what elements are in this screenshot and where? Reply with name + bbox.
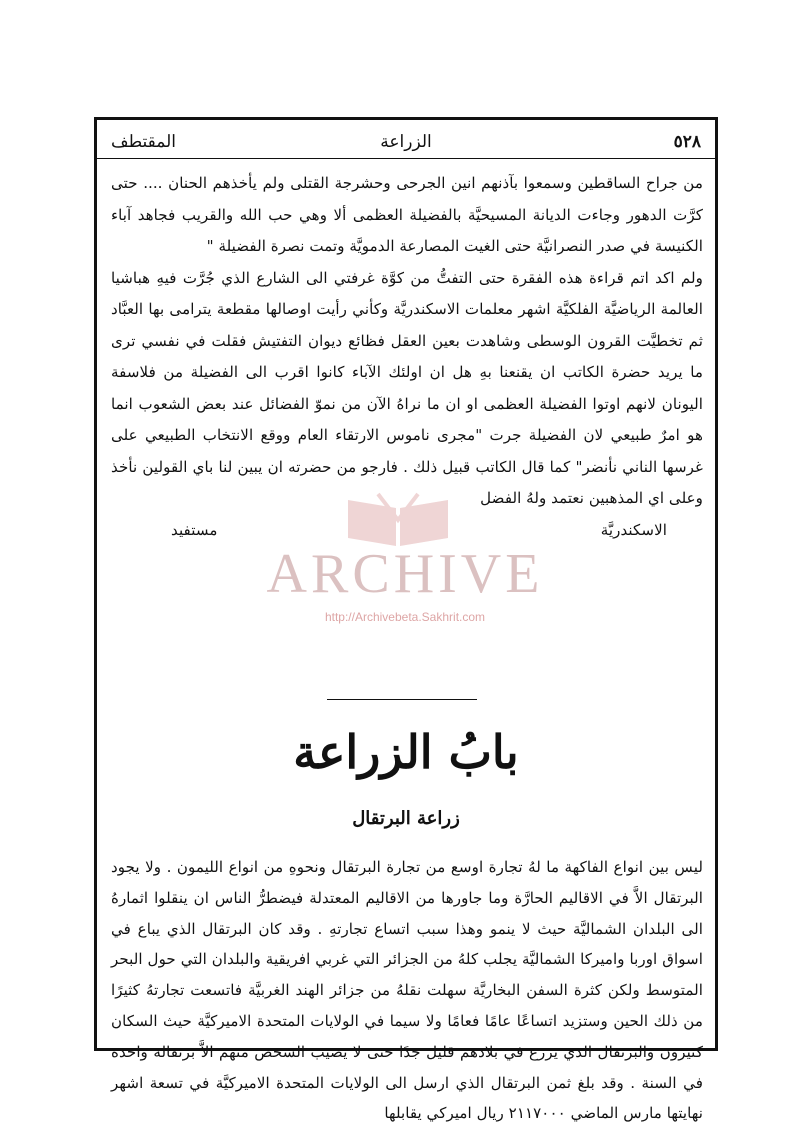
article-body xyxy=(111,852,703,1129)
running-header xyxy=(97,126,715,159)
page-number: ٥٢٨ xyxy=(673,132,701,152)
section-title: الزراعة xyxy=(380,132,432,152)
watermark-url: http://Archivebeta.Sakhrit.com xyxy=(324,610,486,624)
article-title: زراعة البرتقال xyxy=(352,808,460,829)
journal-name: المقتطف xyxy=(111,132,177,152)
letter-paragraph: من جراح الساقطين وسمعوا بآذنهم انين الجرحى وحشرجة القتلى ولم يأخذهم الحنان .... حتى كرَّت الدهور وجاءت الديانة المسيحيَّة بالفضيلة العظمى ألا وهي حب الله والقريب فجاهد آباء الكنيسة في صدر النصرانيَّة حتى الغيت المصارعة الدمويَّة وتمت نصرة الفضيلة " xyxy=(111,174,703,255)
letter-paragraph: ولم اكد اتم قراءة هذه الفقرة حتى التفتُّ من كوَّة غرفتي الى الشارع الذي جُرَّت فيهِ هباشيا العالمة الرياضيَّة الفلكيَّة اشهر معلمات الاسكندريَّة وكأني رأيت اوصالها مقطعة يترامى بها العبَّاد ثم تخطيَّت القرون الوسطى وشاهدت بعين العقل فظائع ديوان التفتيش فقلت في نفسي ترى ما يريد حضرة الكاتب ان يقنعنا بهِ هل ان اولئك الآباء كانوا اقرب الى الفضيلة من فلاسفة اليونان لانهم اوتوا الفضيلة العظمى او ان ما نراهُ الآن من نموّ الفضائل عند بعض الشعوب انما هو امرٌ طبيعي لان الفضيلة جرت "مجرى ناموس الارتقاء العام ووقع الانتخاب الطبيعي على غرسها الناني نأنضر" كما قال الكاتب قبيل ذلك . فارجو من حضرته ان يبين لنا باي القولين نأخذ وعلى اي المذهبين نعتمد ولهُ الفضل xyxy=(111,268,703,507)
signature-city: الاسكندريَّة xyxy=(600,520,667,539)
page-frame xyxy=(94,117,718,1123)
article-paragraph: ليس بين انواع الفاكهة ما لهُ تجارة اوسع من تجارة البرتقال ونحوهِ من انواع الليمون . ولا يجود البرتقال الاَّ في الاقاليم الحارَّة وما جاورها من الاقاليم المعتدلة فيضطرُّ الناس ان ينقلوا اثمارهُ الى البلدان الشماليَّة حيث لا ينمو وهذا سبب اتساع تجارتهِ . وقد كان البرتقال الذي يباع في اسواق اوربا واميركا الشماليَّة يجلب كلهُ من الجزائر التي غربي افريقية والبلدان التي حول البحر المتوسط ولكن كثرة السفن البخاريَّة سهلت نقلهُ من جزائر الهند الغربيَّة فاتسعت تجارتهُ كثيرًا من ذلك الحين وستزيد اتساعًا عامًا فعامًا ولا سيما في الولايات المتحدة الاميركيَّة حيث السكان كثيرون والبرتقال الذي يزرع في بلادهم قليل جدًا حتى لا يصيب الشخص منهم الاَّ برتقالة واحدة في السنة . وقد بلغ ثمن البرتقال الذي ارسل الى الولايات المتحدة الاميركيَّة في تسعة اشهر نهايتها مارس الماضي ٢١١٧٠٠٠ ريال اميركي يقابلها xyxy=(111,858,703,1123)
section-heading: بابُ الزراعة xyxy=(293,725,519,779)
signature-name: مستفيد xyxy=(171,520,218,539)
letter-signature xyxy=(111,515,703,547)
watermark-word: ARCHIVE xyxy=(266,543,544,605)
letter-body xyxy=(111,168,703,546)
section-separator xyxy=(327,699,477,700)
